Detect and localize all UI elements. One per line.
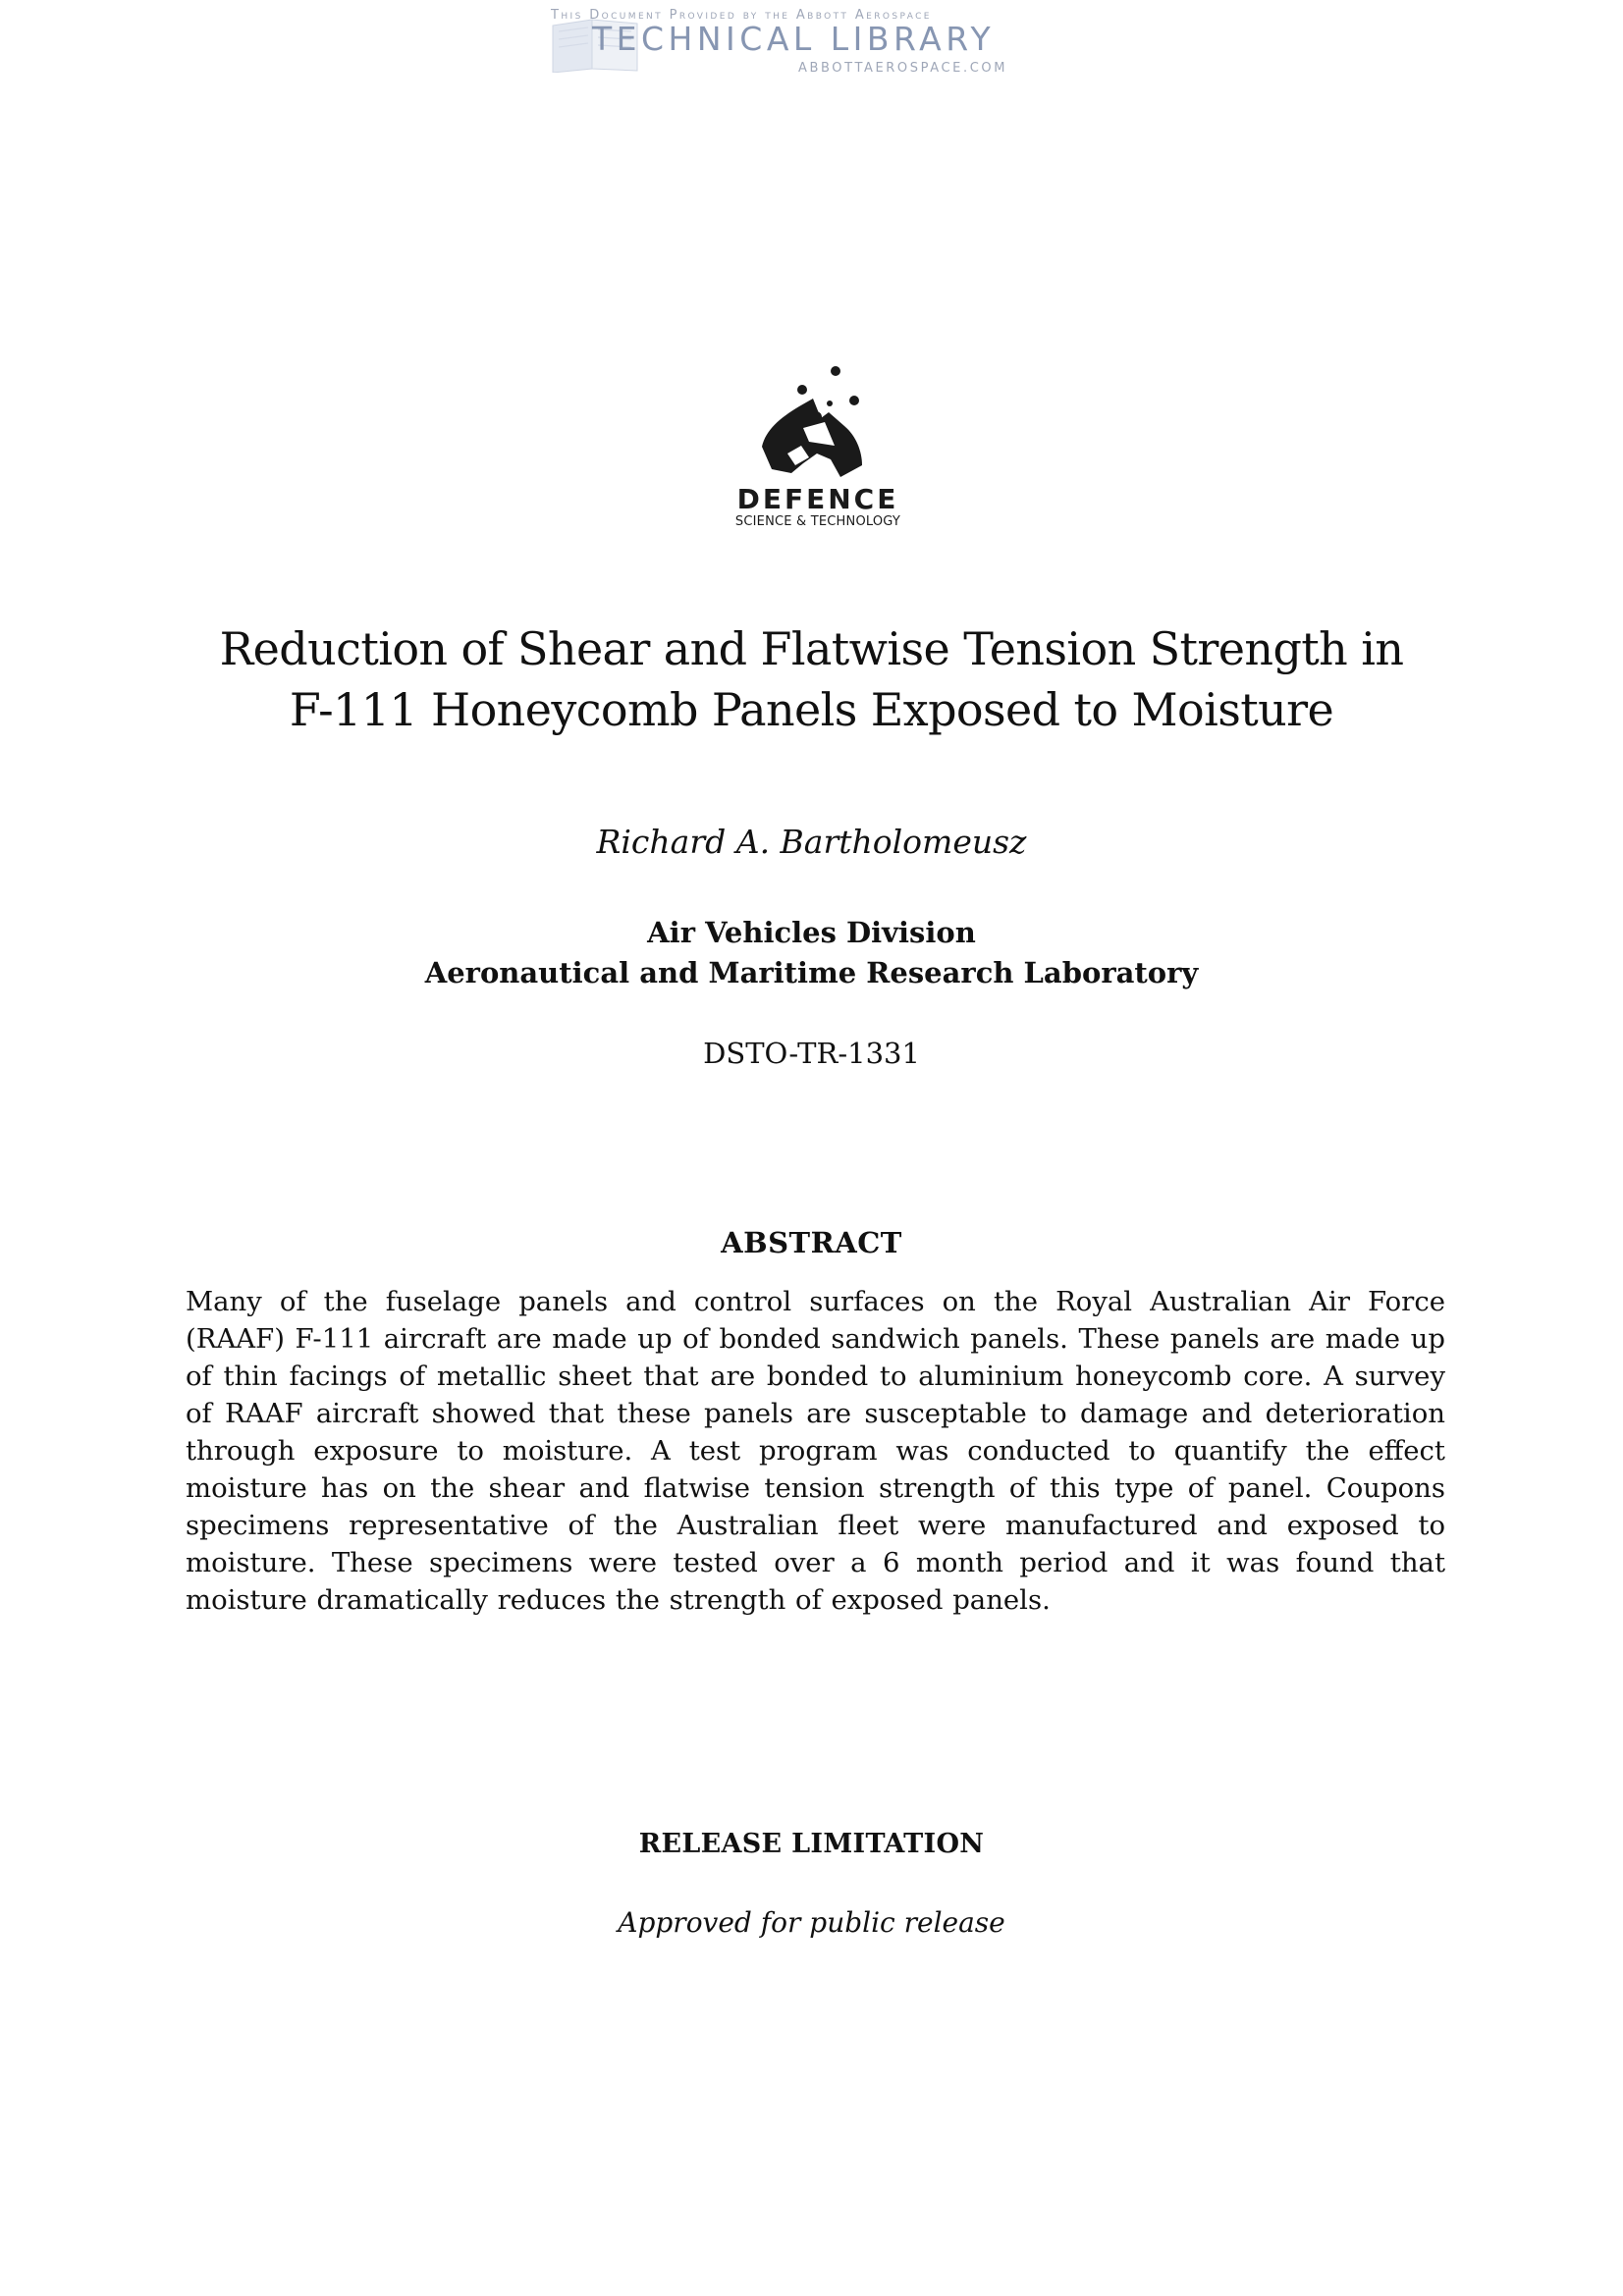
author-affiliation [0,913,1623,993]
report-title [147,618,1476,740]
author-name: Richard A. Bartholomeusz [596,823,1027,861]
report-number: DSTO-TR-1331 [703,1037,920,1070]
watermark-url: ABBOTTAEROSPACE.COM [798,61,1008,76]
defence-emblem-icon [715,363,921,486]
release-limitation-text: Approved for public release [618,1906,1005,1939]
logo-subtitle: SCIENCE & TECHNOLOGY [734,514,901,529]
release-limitation-heading: RELEASE LIMITATION [638,1829,985,1859]
watermark-title: TECHNICAL LIBRARY [592,20,996,58]
laboratory-name: Aeronautical and Maritime Research Laboratory [424,956,1199,989]
technical-library-watermark [545,6,1055,77]
report-title-line1: Reduction of Shear and Flatwise Tension Strength in [219,622,1404,675]
report-title-line2: F-111 Honeycomb Panels Exposed to Moisture [289,683,1334,736]
abstract-heading: ABSTRACT [721,1226,902,1259]
abstract-text: Many of the fuselage panels and control surfaces on the Royal Australian Air Force (RAAF) F-111 aircraft are made up of bonded sandwich panels. These panels are made up of thin facings of metallic sheet that are bonded to aluminium honeycomb core. A survey of RAAF aircraft showed that these panels are susceptable to damage and deterioration through exposure to moisture. A test program was conducted to quantify the effect moisture has on the shear and flatwise tension strength of this type of panel. Coupons specimens representative of the Australian fleet were manufactured and exposed to moisture. These specimens were tested over a 6 month period and it was found that moisture dramatically reduces the strength of exposed panels. [186,1286,1445,1616]
division-name: Air Vehicles Division [647,916,976,949]
defence-logo [715,363,921,535]
logo-wordmark: DEFENCE [736,483,899,515]
watermark-provided-by: This Document Provided by the Abbott Aerospace [551,8,932,23]
